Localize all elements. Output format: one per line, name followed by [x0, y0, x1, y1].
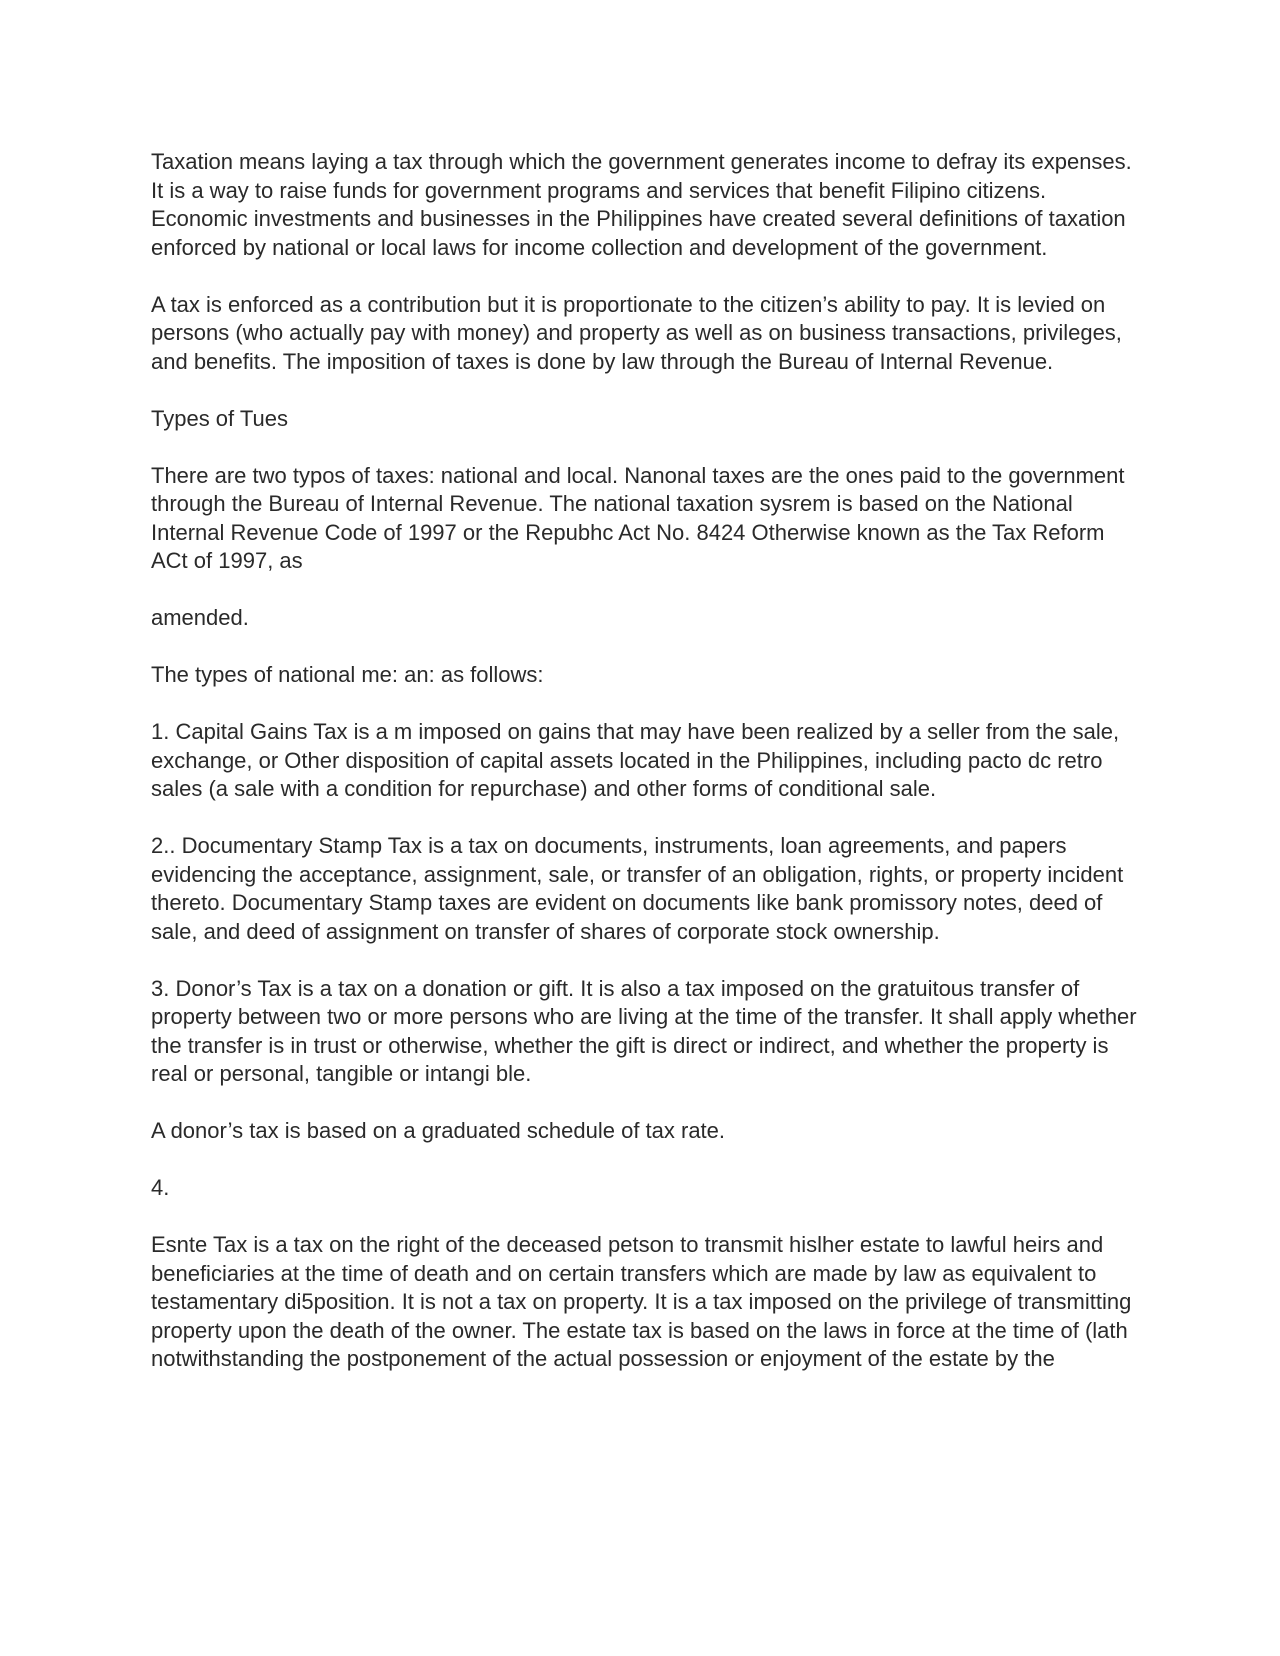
heading-types-of-taxes: Types of Tues	[151, 405, 288, 431]
list-item-capital-gains-tax: 1. Capital Gains Tax is a m imposed on gains that may have been realized by a seller from the sale, exchange, or Other disposition of capital assets located in the Philippines, including pacto dc retro sales (a sale with a condition for repurchase) and other forms of conditional sale.	[151, 719, 1120, 801]
paragraph-amended: amended.	[151, 605, 249, 630]
list-item-documentary-stamp-tax: 2.. Documentary Stamp Tax is a tax on documents, instruments, loan agreements, and papers evidencing the acceptance, assignment, sale, or transfer of an obligation, rights, or property incident thereto. Documentary Stamp taxes are evident on documents like bank promissory notes, deed of sale, and deed of assignment on transfer of shares of corporate stock ownership.	[151, 833, 1124, 944]
paragraph-taxation-definition: Taxation means laying a tax through which the government generates income to defray its expenses. It is a way to raise funds for government programs and services that benefit Filipino citizens. Economic investments and businesses in the Philippines have created several definitions of taxation enforced by national or local laws for income collection and development of the government.	[151, 149, 1132, 260]
document-body	[151, 148, 1141, 1374]
paragraph-tax-contribution: A tax is enforced as a contribution but it is proportionate to the citizen’s ability to pay. It is levied on persons (who actually pay with money) and property as well as on business transactions, privileges, and benefits. The imposition of taxes is done by law through the Bureau of Internal Revenue.	[151, 291, 1122, 374]
list-item-donors-tax: 3. Donor’s Tax is a tax on a donation or gift. It is also a tax imposed on the gratuitous transfer of property between two or more persons who are living at the time of the transfer. It shall apply whether the transfer is in trust or otherwise, whether the gift is direct or indirect, and whether the property is real or personal, tangible or intangi ble.	[151, 975, 1137, 1086]
paragraph-two-types: There are two typos of taxes: national and local. Nanonal taxes are the ones paid to the government through the Bureau of Internal Revenue. The national taxation sysrem is based on the National Internal Revenue Code of 1997 or the Repubhc Act No. 8424 Otherwise known as the Tax Reform ACt of 1997, as	[151, 462, 1125, 573]
paragraph-estate-tax: Esnte Tax is a tax on the right of the deceased petson to transmit hislher estate to lawful heirs and beneficiaries at the time of death and on certain transfers which are made by law as equivalent to testamentary di5position. It is not a tax on property. It is a tax imposed on the privilege of transmitting property upon the death of the owner. The estate tax is based on the laws in force at the time of (lath notwithstanding the postponement of the actual possession or enjoyment of the estate by the	[151, 1232, 1132, 1371]
list-number-4: 4.	[151, 1175, 170, 1200]
paragraph-national-types-intro: The types of national me: an: as follows:	[151, 662, 544, 687]
paragraph-donors-tax-rate: A donor’s tax is based on a graduated schedule of tax rate.	[151, 1118, 726, 1143]
